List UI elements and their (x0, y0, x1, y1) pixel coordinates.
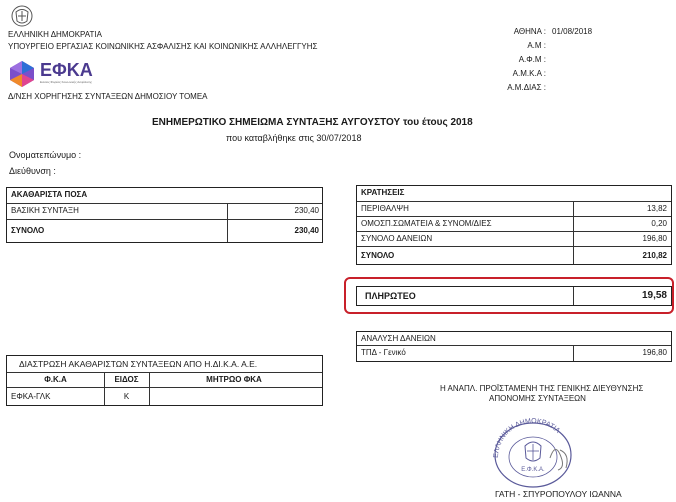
address-label: Διεύθυνση : (9, 166, 56, 176)
deduction-label: ΟΜΟΣΠ.ΣΩΜΑΤΕΙΑ & ΣΥΝΟΜ/ΔΙΕΣ (361, 219, 492, 228)
deductions-table (356, 185, 672, 265)
stamp-text: ΕΛΛΗΝΙΚΗ ΔΗΜΟΚΡΑΤΙΑ (492, 417, 562, 459)
table-row (7, 204, 322, 220)
table-row (357, 346, 671, 361)
table-row (357, 232, 671, 247)
column-header: ΕΙΔΟΣ (114, 375, 139, 384)
payment-date-label: που καταβλήθηκε στις (226, 133, 314, 143)
deductions-total-value: 210,82 (642, 251, 667, 260)
payable-value: 19,58 (641, 290, 667, 301)
allocation-title: ΔΙΑΣΤΡΩΣΗ ΑΚΑΘΑΡΙΣΤΩΝ ΣΥΝΤΑΞΕΩΝ ΑΠΟ Η.ΔΙ.Κ.Α. Α.Ε. (19, 359, 258, 369)
allocation-fka: ΕΦΚΑ-ΓΛΚ (11, 392, 51, 401)
table-row (7, 388, 322, 405)
efka-hexagon-icon (8, 60, 36, 88)
deduction-value: 13,82 (646, 204, 667, 213)
efka-logo (8, 58, 108, 90)
allocation-type: Κ (123, 392, 130, 401)
payment-date-line (226, 133, 361, 143)
name-label: Ονοματεπώνυμο : (9, 150, 82, 160)
gross-total-row (7, 220, 322, 242)
gross-amounts-table (6, 187, 323, 243)
payable-label: ΠΛΗΡΩΤΕΟ (365, 291, 416, 301)
state-name: ΕΛΛΗΝΙΚΗ ΔΗΜΟΚΡΑΤΙΑ (8, 30, 102, 39)
gross-row-value: 230,40 (294, 206, 319, 215)
table-row (357, 217, 671, 232)
table-row (357, 202, 671, 217)
document-title: ΕΝΗΜΕΡΩΤΙΚΟ ΣΗΜΕΙΩΜΑ ΣΥΝΤΑΞΗΣ ΑΥΓΟΥΣΤΟΥ του έτους 2018 (152, 117, 473, 128)
greek-emblem-icon (11, 4, 33, 28)
svg-text:ΕΛΛΗΝΙΚΗ ΔΗΜΟΚΡΑΤΙΑ (493, 418, 561, 458)
signatory-title: Η ΑΝΑΠΛ. ΠΡΟΪΣΤΑΜΕΝΗ ΤΗΣ ΓΕΝΙΚΗΣ ΔΙΕΥΘΥΝΣΗΣ (440, 384, 644, 393)
deductions-header: ΚΡΑΤΗΣΕΙΣ (361, 188, 405, 197)
payment-date: 30/07/2018 (316, 133, 362, 143)
loans-table (356, 331, 672, 362)
loan-label: ΤΠΔ - Γενικό (361, 348, 406, 357)
am-label: Α.Μ : (527, 41, 546, 50)
signatory-name: ΓΑΤΗ - ΣΠΥΡΟΠΟΥΛΟΥ ΙΩΑΝΝΑ (495, 489, 622, 499)
loans-header: ΑΝΑΛΥΣΗ ΔΑΝΕΙΩΝ (361, 334, 436, 343)
directorate-name: Δ/ΝΣΗ ΧΟΡΗΓΗΣΗΣ ΣΥΝΤΑΞΕΩΝ ΔΗΜΟΣΙΟΥ ΤΟΜΕΑ (8, 92, 208, 101)
stamp-inner-text: Ε.Φ.Κ.Α. (521, 467, 545, 473)
payable-box (356, 286, 672, 306)
gross-row-label: ΒΑΣΙΚΗ ΣΥΝΤΑΞΗ (11, 206, 79, 215)
column-header: Φ.Κ.Α (44, 375, 67, 384)
allocation-header-row (7, 373, 322, 388)
allocation-table (6, 355, 323, 406)
amka-label: Α.Μ.Κ.Α : (512, 69, 546, 78)
afm-label: Α.Φ.Μ : (518, 55, 546, 64)
efka-logo-subtext: Ενιαίος Φορέας Κοινωνικής Ασφάλισης (40, 80, 92, 84)
gross-header: ΑΚΑΘΑΡΙΣΤΑ ΠΟΣΑ (11, 190, 88, 199)
place-label: ΑΘΗΝΑ : (513, 27, 546, 36)
official-stamp (484, 410, 582, 488)
signatory-department: ΑΠΟΝΟΜΗΣ ΣΥΝΤΑΞΕΩΝ (489, 394, 586, 403)
gross-total-value: 230,40 (294, 226, 319, 235)
efka-logo-text: ΕΦΚΑ (40, 60, 93, 80)
ministry-name: ΥΠΟΥΡΓΕΙΟ ΕΡΓΑΣΙΑΣ ΚΟΙΝΩΝΙΚΗΣ ΑΣΦΑΛΙΣΗΣ ΚΑΙ ΚΟΙΝΩΝΙΚΗΣ ΑΛΛΗΛΕΓΓΥΗΣ (8, 42, 318, 51)
gross-total-label: ΣΥΝΟΛΟ (11, 226, 45, 235)
amdias-label: Α.Μ.ΔΙΑΣ : (507, 83, 546, 92)
deduction-label: ΣΥΝΟΛΟ ΔΑΝΕΙΩΝ (361, 234, 433, 243)
deductions-total-label: ΣΥΝΟΛΟ (361, 251, 395, 260)
deduction-value: 0,20 (651, 219, 667, 228)
deductions-total-row (357, 247, 671, 264)
document-date: 01/08/2018 (552, 27, 593, 36)
loan-value: 196,80 (642, 348, 667, 357)
deduction-label: ΠΕΡΙΘΑΛΨΗ (361, 204, 409, 213)
column-header: ΜΗΤΡΩΟ ΦΚΑ (206, 375, 262, 384)
deduction-value: 196,80 (642, 234, 667, 243)
